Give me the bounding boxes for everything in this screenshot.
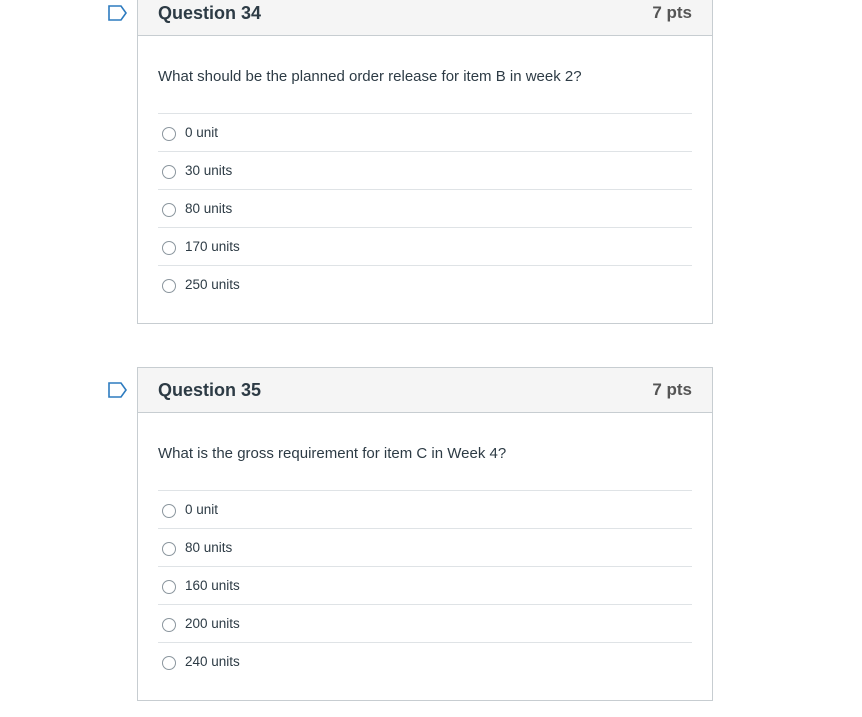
answer-option[interactable] [158,114,692,152]
answer-label: 160 units [185,578,240,593]
question-35 [137,367,713,701]
question-points: 7 pts [652,3,692,22]
question-title: Question 34 [158,2,262,23]
answer-label: 250 units [185,277,240,292]
question-header [138,0,712,36]
answer-label: 0 unit [185,502,219,517]
answer-label: 170 units [185,239,240,254]
radio-unselected-icon[interactable] [162,656,176,670]
radio-unselected-icon[interactable] [162,203,176,217]
radio-unselected-icon[interactable] [162,580,176,594]
radio-unselected-icon[interactable] [162,504,176,518]
answer-option[interactable] [158,491,692,529]
question-body [138,413,712,680]
flag-icon[interactable] [108,382,128,398]
question-points: 7 pts [652,380,692,399]
answer-option[interactable] [158,266,692,303]
radio-unselected-icon[interactable] [162,618,176,632]
answer-label: 30 units [185,163,233,178]
question-prompt: What should be the planned order release for item B in week 2? [158,68,582,85]
question-34 [137,0,713,324]
radio-unselected-icon[interactable] [162,127,176,141]
answer-option[interactable] [158,567,692,605]
answer-option[interactable] [158,228,692,266]
answer-label: 80 units [185,540,233,555]
answer-label: 240 units [185,654,240,669]
answer-option[interactable] [158,529,692,567]
answer-label: 200 units [185,616,240,631]
flag-icon[interactable] [108,5,128,21]
question-body [138,36,712,303]
answer-option[interactable] [158,152,692,190]
radio-unselected-icon[interactable] [162,542,176,556]
answer-label: 80 units [185,201,233,216]
radio-unselected-icon[interactable] [162,165,176,179]
radio-unselected-icon[interactable] [162,279,176,293]
question-header [138,368,712,413]
question-prompt: What is the gross requirement for item C in Week 4? [158,445,507,462]
answer-option[interactable] [158,605,692,643]
answer-list [158,490,692,680]
answer-option[interactable] [158,643,692,680]
answer-list [158,113,692,303]
radio-unselected-icon[interactable] [162,241,176,255]
answer-label: 0 unit [185,125,219,140]
question-title: Question 35 [158,379,262,400]
answer-option[interactable] [158,190,692,228]
